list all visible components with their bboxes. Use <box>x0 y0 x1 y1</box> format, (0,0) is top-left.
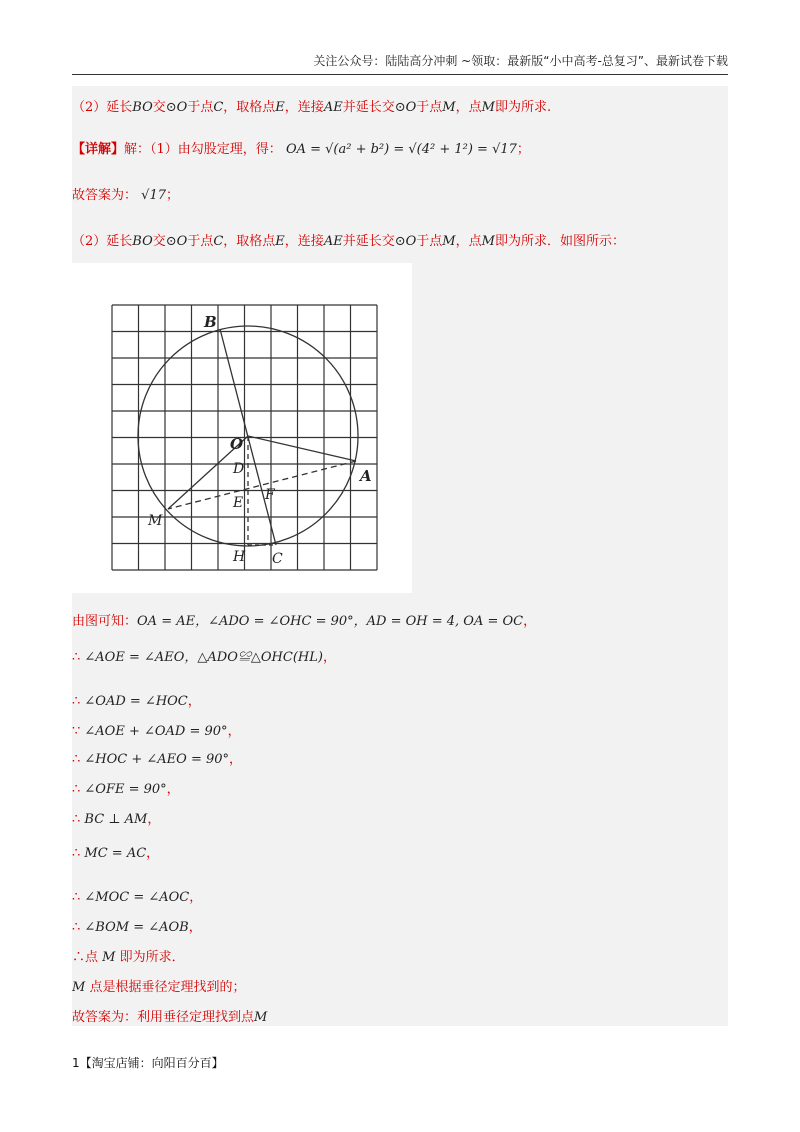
proof-prefix: ∴ <box>72 650 85 665</box>
proof-line <box>72 748 728 767</box>
proof-end: ， <box>523 614 537 629</box>
proof-line <box>72 1006 728 1025</box>
proof-math: ∠OAD = ∠HOC <box>84 694 188 709</box>
proof-math: ∠BOM = ∠AOB <box>84 920 189 935</box>
proof-line <box>72 778 728 797</box>
proof-line <box>72 842 728 861</box>
proof-math: MC = AC <box>84 846 147 861</box>
proof-math: ∠AOE = ∠AEO，△ADO≌△OHC(HL) <box>84 650 323 665</box>
proof-end: ， <box>189 890 203 905</box>
proof-prefix: ∴ <box>72 846 85 861</box>
proof-line <box>72 976 728 995</box>
label-d: D <box>233 461 245 477</box>
label-o: O <box>230 435 244 453</box>
proof-line <box>72 646 728 665</box>
proof-end: ， <box>146 846 160 861</box>
proof-math: ∠HOC + ∠AEO = 90° <box>84 752 230 767</box>
detail-solution-line: 【详解】解：（1）由勾股定理，得： OA = √(a² + b²) = √(4² + 1²) = √17； <box>72 142 530 157</box>
proof-prefix: ∴ <box>72 890 85 905</box>
proof-prefix: ∵ <box>72 724 85 739</box>
proof-end: 即为所求． <box>115 950 185 965</box>
proof-prefix: ∴ <box>72 812 85 827</box>
answer-line-1: 故答案为： √17； <box>72 188 179 203</box>
square-grid <box>112 305 377 570</box>
segment-oa <box>248 436 356 461</box>
label-m: M <box>148 513 163 529</box>
proof-end: ， <box>147 812 161 827</box>
geometry-figure <box>72 263 412 593</box>
proof-prefix: ∴ <box>72 920 85 935</box>
proof-math: M <box>102 950 116 965</box>
proof-prefix: 由图可知： <box>72 614 138 629</box>
label-f: F <box>265 487 275 503</box>
proof-math: ∠OFE = 90° <box>84 782 167 797</box>
proof-line <box>72 916 728 935</box>
proof-math: OA = AE，∠ADO = ∠OHC = 90°，AD = OH = 4, OA = OC <box>137 614 524 629</box>
proof-line <box>72 946 728 965</box>
proof-line <box>72 720 728 739</box>
part2-statement: （2）延长BO交⊙O于点C，取格点E，连接AE并延长交⊙O于点M，点M即为所求. <box>72 100 552 115</box>
proof-line <box>72 610 728 629</box>
proof-end: ， <box>187 694 201 709</box>
proof-math: BC ⊥ AM <box>84 812 148 827</box>
proof-prefix: ∴ <box>72 752 85 767</box>
proof-math: M <box>72 980 86 995</box>
proof-line <box>72 886 728 905</box>
proof-line <box>72 690 728 709</box>
proof-end: 点是根据垂径定理找到的； <box>85 980 246 995</box>
proof-end: ， <box>188 920 202 935</box>
proof-math: M <box>254 1010 268 1025</box>
proof-line <box>72 808 728 827</box>
grid-circle-diagram <box>72 263 412 593</box>
proof-prefix: ∴点 <box>72 950 103 965</box>
proof-math: ∠MOC = ∠AOC <box>84 890 190 905</box>
proof-end: ， <box>227 724 241 739</box>
proof-end: ， <box>166 782 180 797</box>
label-c: C <box>272 551 283 567</box>
proof-prefix: ∴ <box>72 782 85 797</box>
page-footer: 1【淘宝店铺：向阳百分百】 <box>72 1056 224 1070</box>
label-h: H <box>233 549 246 565</box>
label-b: B <box>204 313 217 331</box>
proof-math: ∠AOE + ∠OAD = 90° <box>84 724 228 739</box>
label-e: E <box>233 495 244 511</box>
segment-am-dashed <box>168 461 356 509</box>
proof-prefix: 故答案为：利用垂径定理找到点 <box>72 1010 255 1025</box>
proof-prefix: ∴ <box>72 694 85 709</box>
proof-end: ， <box>322 650 336 665</box>
part2-statement-repeat: （2）延长BO交⊙O于点C，取格点E，连接AE并延长交⊙O于点M，点M即为所求．如图所示： <box>72 234 625 249</box>
page-header: 关注公众号：陆陆高分冲刺 ~领取：最新版“小中高考-总复习”、最新试卷下载 <box>72 52 728 75</box>
label-a: A <box>360 467 372 485</box>
proof-end: ， <box>229 752 243 767</box>
